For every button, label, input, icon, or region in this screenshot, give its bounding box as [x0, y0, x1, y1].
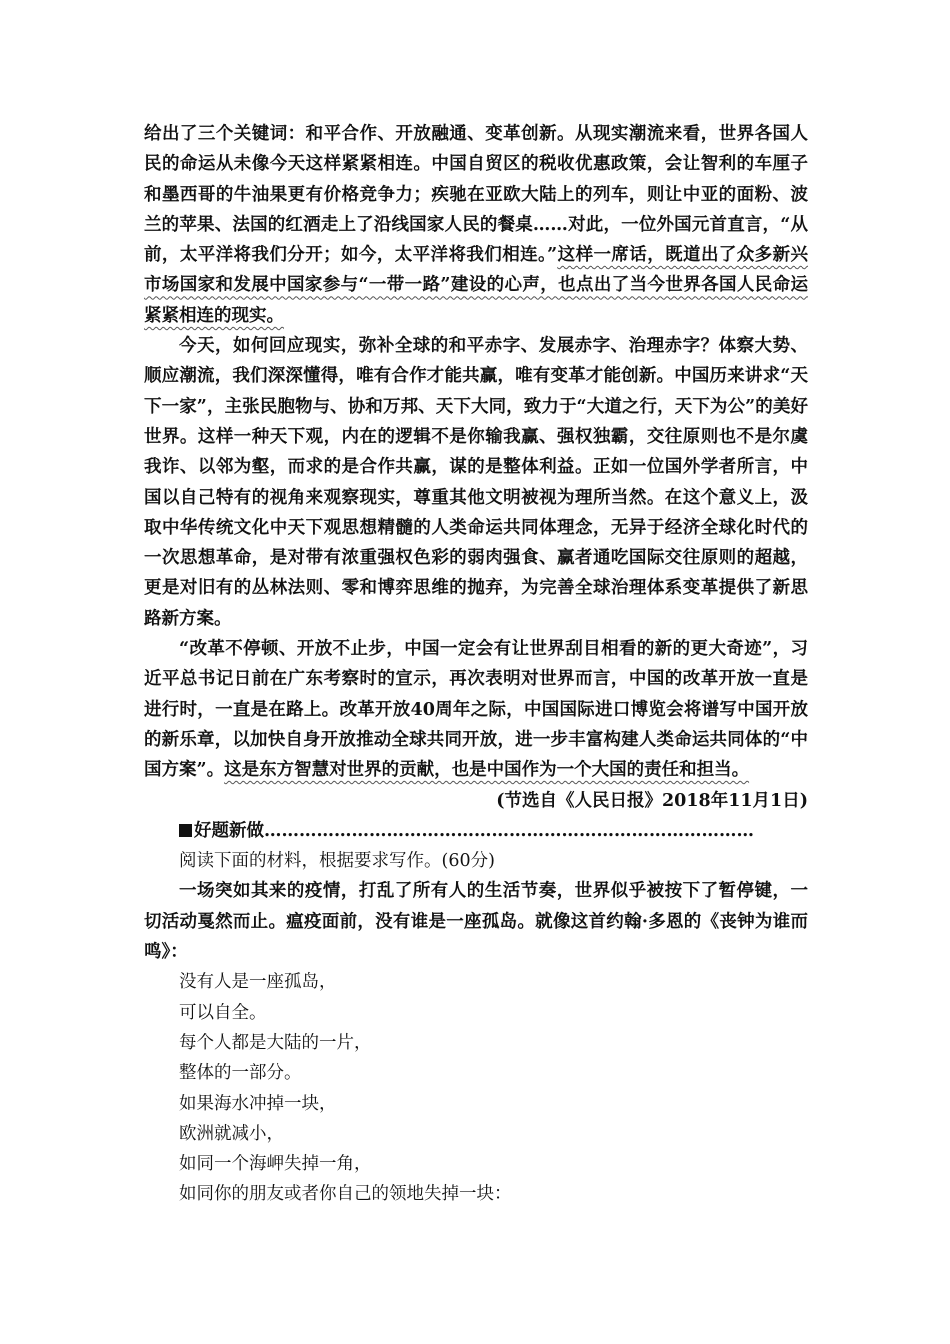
poem-line: 如果海水冲掉一块， — [179, 1093, 337, 1114]
section-heading — [144, 816, 808, 846]
paragraph-3-text: “改革不停顿、开放不止步，中国一定会有让世界刮目相看的新的更大奇迹”，习近平总书记日前在广东考察时的宣示，再次表明对世界而言，中国的改革开放一直是进行时，一直是在路上。改革开放40周年之际，中国国际进口博览会将谱写中国开放的新乐章，以加快自身开放推动全球共同开放，进一步丰富构建人类命运共同体的“中国方案”。 — [144, 639, 808, 781]
article-paragraph-1 — [144, 119, 808, 331]
paragraph-1-wavy-underlined-text: 这样一席话，既道出了众多新兴市场国家和发展中国家参与“一带一路”建设的心声，也点出了当今世界各国人民命运紧紧相连的现实。 — [144, 245, 808, 326]
article-paragraph-2: 今天，如何回应现实，弥补全球的和平赤字、发展赤字、治理赤字？体察大势、顺应潮流，我们深深懂得，唯有合作才能共赢，唯有变革才能创新。中国历来讲求“天下一家”，主张民胞物与、协和万邦、天下大同，致力于“大道之行，天下为公”的美好世界。这样一种天下观，内在的逻辑不是你输我赢、强权独霸，交往原则也不是尔虞我诈、以邻为壑，而求的是合作共赢，谋的是整体利益。正如一位国外学者所言，中国以自己特有的视角来观察现实，尊重其他文明被视为理所当然。在这个意义上，汲取中华传统文化中天下观思想精髓的人类命运共同体理念，无异于经济全球化时代的一次思想革命，是对带有浓重强权色彩的弱肉强食、赢者通吃国际交往原则的超越，更是对旧有的丛林法则、零和博弈思维的抛弃，为完善全球治理体系变革提供了新思路新方案。 — [144, 336, 808, 629]
poem-line: 每个人都是大陆的一片， — [179, 1032, 372, 1053]
section-title-leader: ………………………………………………………………………… — [264, 820, 754, 841]
article-source: (节选自《人民日报》2018年11月1日) — [496, 790, 808, 811]
article-paragraph-3 — [144, 634, 808, 785]
writing-instruction: 阅读下面的材料，根据要求写作。(60分) — [179, 851, 495, 872]
poem-line: 如同你的朋友或者你自己的领地失掉一块： — [179, 1184, 512, 1205]
paragraph-3-wavy-underlined-text: 这是东方智慧对世界的贡献，也是中国作为一个大国的责任和担当。 — [224, 760, 750, 781]
paragraph-1-text: 给出了三个关键词：和平合作、开放融通、变革创新。从现实潮流来看，世界各国人民的命运从未像今天这样紧紧相连。中国自贸区的税收优惠政策，会让智利的车厘子和墨西哥的牛油果更有价格竞争力；疾驰在亚欧大陆上的列车，则让中亚的面粉、波兰的苹果、法国的红酒走上了沿线国家人民的餐桌……对此，一位外国元首直言，“从前，太平洋将我们分开；如今，太平洋将我们相连。” — [144, 124, 808, 266]
poem-line: 如同一个海岬失掉一角， — [179, 1154, 372, 1175]
poem-line: 没有人是一座孤岛， — [179, 972, 337, 993]
black-square-icon — [179, 824, 192, 837]
poem-line: 可以自全。 — [179, 1002, 267, 1023]
material-intro: 一场突如其来的疫情，打乱了所有人的生活节奏，世界似乎被按下了暂停键，一切活动戛然而止。瘟疫面前，没有谁是一座孤岛。就像这首约翰·多恩的《丧钟为谁而鸣》： — [144, 881, 808, 963]
document-page — [144, 119, 808, 1210]
poem-line: 整体的一部分。 — [179, 1063, 302, 1084]
poem-line: 欧洲就减小， — [179, 1123, 284, 1144]
section-title: 好题新做 — [194, 820, 264, 841]
